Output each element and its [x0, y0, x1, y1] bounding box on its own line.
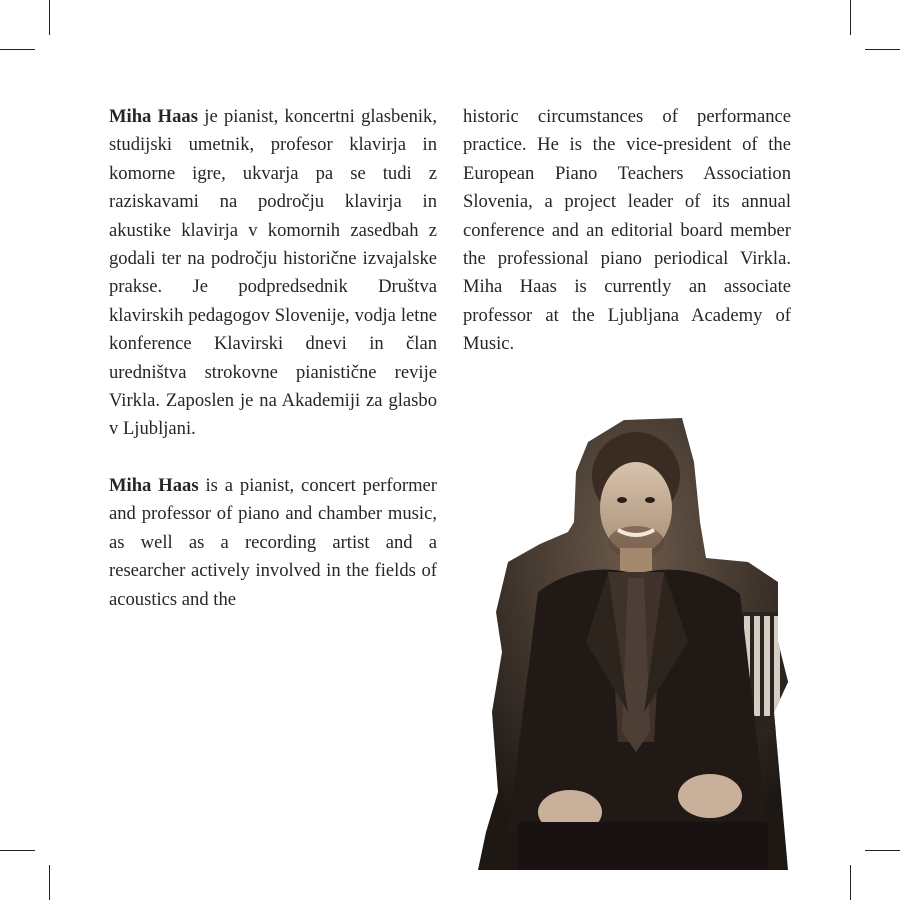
bio-english-start [109, 472, 437, 614]
bio-text-en-continued: historic circumstances of performance practice. He is the vice-president of the European Piano Teachers Association Slovenia, a project leader of its annual conference and an editorial board member the professional piano periodical Virkla. Miha Haas is currently an associate professor at the Ljubljana Academy of Music. [463, 106, 791, 355]
right-text-column [463, 103, 791, 359]
crop-mark-tl-v [49, 0, 50, 35]
left-text-column [109, 103, 437, 614]
bio-text-en-start: is a pianist, concert performer and professor of piano and chamber music, as well as a recording artist and a researcher actively involved in the fields of acoustics and the [109, 474, 438, 610]
bio-name-en: Miha Haas [109, 474, 199, 496]
crop-mark-br-v [850, 865, 851, 900]
portrait-photo [478, 412, 790, 870]
crop-mark-tl-h [0, 49, 35, 50]
crop-mark-br-h [865, 850, 900, 851]
crop-mark-bl-h [0, 850, 35, 851]
bio-text-sl: je pianist, koncertni glasbenik, studijski umetnik, profesor klavirja in komorne igre, ukvarja pa se tudi z raziskavami na področju klavirja in akustike klavirja v komornih zasedbah z godali ter na področju historične izvajalske prakse. Je podpredsednik Društva klavirskih pedagogov Slovenije, vodja letne konference Klavirski dnevi in član uredništva strokovne pianistične revije Virkla. Zaposlen je na Akademiji za glasbo v Ljubljani. [109, 106, 437, 440]
crop-mark-bl-v [49, 865, 50, 900]
bio-slovenian [109, 103, 437, 444]
bio-name-sl: Miha Haas [109, 106, 198, 127]
crop-mark-tr-v [850, 0, 851, 35]
crop-mark-tr-h [865, 49, 900, 50]
